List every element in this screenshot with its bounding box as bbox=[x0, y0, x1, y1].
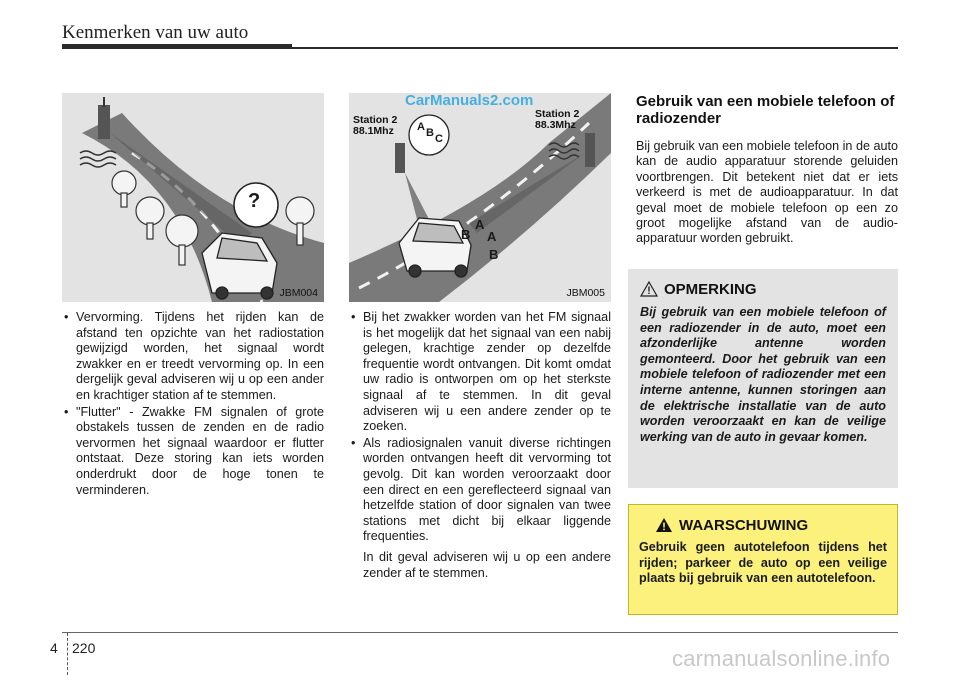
car-letter-a2: A bbox=[487, 229, 497, 244]
page-header-title: Kenmerken van uw auto bbox=[62, 22, 249, 43]
warning-text: Gebruik geen autotelefoon tijdens het rijden; parkeer de auto op een veilige plaats bij gebruik van een autotelefoon. bbox=[639, 540, 887, 586]
station-right-freq: 88.3Mhz bbox=[535, 119, 576, 131]
column-1 bbox=[62, 310, 324, 499]
header-rule-thick bbox=[62, 44, 292, 49]
car-letter-b1: B bbox=[461, 227, 471, 242]
advice-paragraph: In dit geval adviseren wij u op een andere zender af te stemmen. bbox=[363, 549, 611, 580]
bubble-letter-a: A bbox=[417, 121, 425, 133]
warning-title: WAARSCHUWING bbox=[679, 516, 809, 534]
footer-page-number: 220 bbox=[72, 640, 96, 656]
station-right-name: Station 2 bbox=[535, 108, 580, 120]
column-3 bbox=[636, 93, 898, 247]
watermark: CarManuals2.com bbox=[405, 92, 534, 109]
warning-header bbox=[639, 515, 887, 535]
figure-code-left: JBM004 bbox=[279, 287, 318, 299]
footer-divider bbox=[67, 633, 68, 675]
caution-triangle-icon bbox=[640, 281, 658, 297]
bubble-letter-b: B bbox=[426, 127, 434, 139]
note-header bbox=[640, 279, 886, 299]
warning-triangle-icon bbox=[655, 517, 673, 533]
note-title: OPMERKING bbox=[664, 280, 757, 298]
figure-distortion bbox=[62, 93, 324, 302]
car-letter-b2: B bbox=[489, 247, 499, 262]
bullet-multipath: • Als radiosignalen vanuit diverse richtingen worden ontvangen heeft dit vervorming tot gevolg. Dit kan worden veroorzaakt door een direct en een gereflecteerd signaal van hetzelfde station of door signalen van twee stations met dicht bij elkaar liggende frequenties. bbox=[349, 436, 611, 545]
radio-tower-right bbox=[585, 133, 595, 167]
station-left-freq: 88.1Mhz bbox=[353, 125, 394, 137]
header-rule-thin bbox=[292, 47, 898, 49]
column-2 bbox=[349, 310, 611, 581]
note-box bbox=[628, 269, 898, 488]
question-mark: ? bbox=[248, 190, 261, 212]
footer-site-watermark: carmanualsonline.info bbox=[672, 646, 891, 671]
bullet-weak-fm: • Bij het zwakker worden van het FM signaal is het mogelijk dat het signaal van een nabij gelegen, krachtige zender op dezelfde frequentie wordt ontvangen. Dit komt omdat uw radio is ontworpen om op het sterkste signaal af te stemmen. In dit geval adviseren wij u een andere zender op te zoeken. bbox=[349, 310, 611, 435]
footer-rule bbox=[62, 632, 898, 633]
station-left-name: Station 2 bbox=[353, 114, 398, 126]
figure-distortion-illustration bbox=[62, 93, 324, 302]
figure-multipath bbox=[349, 93, 611, 302]
signal-waves bbox=[80, 151, 116, 167]
note-text: Bij gebruik van een mobiele telefoon of een radiozender in de auto, moet een afzonderlijke antenne worden gemonteerd. Door het gebruik van een mobiele telefoon of radiozender met een interne antenne, kunnen storingen aan de elektrische installatie van de auto worden veroorzaakt en kan de veilige werking van de auto in gevaar komen. bbox=[640, 305, 886, 444]
station-right-label bbox=[535, 109, 579, 131]
figure-code-right: JBM005 bbox=[566, 287, 605, 299]
warning-box bbox=[628, 504, 898, 615]
footer-chapter-number: 4 bbox=[50, 640, 58, 656]
bubble-letter-c: C bbox=[435, 133, 443, 145]
section-title: Gebruik van een mobiele telefoon of radiozender bbox=[636, 93, 895, 127]
radio-tower-left bbox=[395, 143, 405, 173]
radio-tower bbox=[98, 105, 110, 139]
car-letter-a1: A bbox=[475, 217, 485, 232]
bullet-distortion: • Vervorming. Tijdens het rijden kan de afstand ten opzichte van het radiostation gewijzigd worden, het signaal wordt zwakker en er treedt vervorming op. In een dergelijk geval adviseren wij u op een ander en krachtiger station af te stemmen. bbox=[62, 310, 324, 404]
section-body: Bij gebruik van een mobiele telefoon in de auto kan de audio apparatuur storende geluiden voortbrengen. Dit betekent niet dat er iets verkeerd is met de audioapparatuur. In dat geval moet de mobiele telefoon op een zo groot mogelijke afstand van de audio-apparatuur worden gebruikt. bbox=[636, 139, 898, 246]
bullet-flutter: • "Flutter" - Zwakke FM signalen of grote obstakels tussen de zenden en de radio vervormen het signaal waardoor er flutter ontstaat. Deze storing kan iets worden onderdrukt door de hoge tonen te verminderen. bbox=[62, 405, 324, 499]
station-left-label bbox=[353, 115, 397, 137]
